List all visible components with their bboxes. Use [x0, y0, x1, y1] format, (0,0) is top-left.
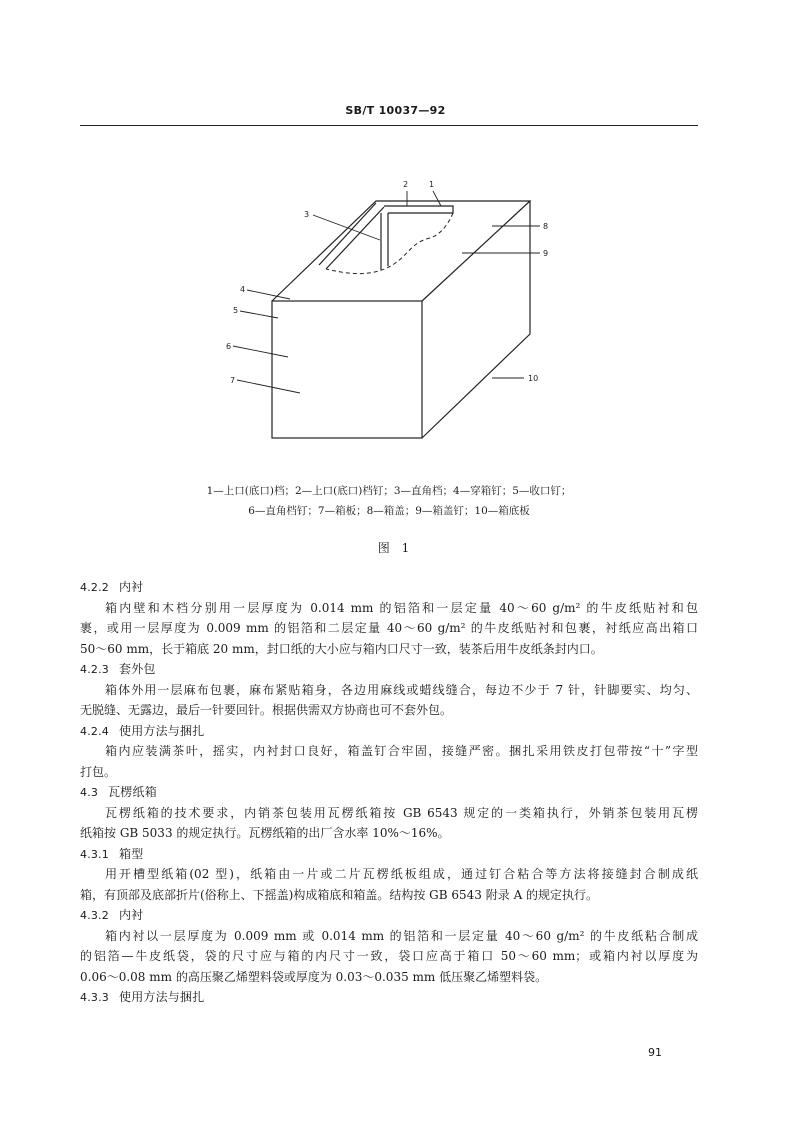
section-heading-4-2-4: 4.2.4 使用方法与捆扎	[80, 723, 205, 738]
section-heading-4-2-3: 4.2.3 套外包	[80, 662, 156, 676]
paragraph-line: 瓦楞纸箱的技术要求，内销茶包装用瓦楞纸箱按 GB 6543 规定的一类箱执行，外销茶包装用瓦楞	[105, 805, 698, 820]
label-3: 3	[304, 210, 310, 219]
page-number: 91	[648, 1046, 662, 1059]
paragraph-line: 箱内衬以一层厚度为 0.009 mm 或 0.014 mm 的铝箔和一层定量 40～60 g/m² 的牛皮纸粘合制成	[105, 928, 698, 943]
label-7: 7	[230, 376, 236, 385]
lining-dashed	[326, 213, 453, 274]
box-top-face	[272, 201, 530, 301]
paragraph-line: 打包。	[80, 764, 117, 779]
label-5: 5	[233, 306, 239, 315]
paragraph-line: 50～60 mm，长于箱底 20 mm，封口纸的大小应与箱内口尺寸一致，装茶后用牛皮纸条封内口。	[80, 641, 603, 656]
figure-caption-line-2: 6—直角档钉；7—箱板；8—箱盖；9—箱盖钉；10—箱底板	[248, 505, 530, 517]
figure-caption-line-1: 1—上口(底口)档；2—上口(底口)档钉；3—直角档；4—穿箱钉；5—收口钉；	[206, 485, 572, 497]
box-right-face	[422, 201, 530, 438]
top-strip	[384, 206, 453, 213]
section-heading-4-3-1: 4.3.1 箱型	[80, 846, 144, 861]
paragraph-line: 裹，或用一层厚度为 0.009 mm 的铝箔和二层定量 40～60 g/m² 的牛皮纸贴衬和包裹，衬纸应高出箱口	[80, 621, 698, 635]
paragraph-line: 箱内壁和木档分别用一层厚度为 0.014 mm 的铝箔和一层定量 40～60 g/m² 的牛皮纸贴衬和包	[105, 600, 698, 615]
label-10: 10	[528, 374, 539, 383]
label-9: 9	[543, 249, 549, 258]
box-front-face	[272, 301, 422, 438]
label-8: 8	[543, 222, 549, 231]
section-heading-4-3-3: 4.3.3 使用方法与捆扎	[80, 990, 205, 1004]
paragraph-line: 纸箱按 GB 5033 的规定执行。瓦楞纸箱的出厂含水率 10%～16%。	[80, 826, 450, 840]
label-4: 4	[240, 285, 246, 294]
figure-title: 图 1	[377, 541, 414, 555]
paragraph-line: 箱体外用一层麻布包裹，麻布紧贴箱身，各边用麻线或蜡线缝合，每边不少于 7 针，针脚要实、均匀、	[105, 682, 698, 697]
standard-header: SB/T 10037—92	[345, 104, 446, 117]
paragraph-line: 的铝箔—牛皮纸袋，袋的尺寸应与箱的内尺寸一致，袋口应高于箱口 50～60 mm；或箱内衬以厚度为	[80, 949, 698, 963]
label-6: 6	[226, 342, 232, 351]
label-2: 2	[403, 180, 409, 189]
tea-box-diagram	[0, 0, 791, 540]
section-heading-4-3: 4.3 瓦楞纸箱	[80, 785, 157, 799]
paragraph-line: 箱，有顶部及底部折片(俗称上、下摇盖)构成箱底和箱盖。结构按 GB 6543 附录 A 的规定执行。	[80, 887, 599, 902]
paragraph-line: 0.06～0.08 mm 的高压聚乙烯塑料袋或厚度为 0.03～0.035 mm 低压聚乙烯塑料袋。	[80, 969, 548, 984]
body-text	[80, 577, 698, 1008]
paragraph-line: 无脱缝、无露边，最后一针要回针。根据供需双方协商也可不套外包。	[80, 703, 453, 717]
paragraph-line: 用开槽型纸箱(02 型)，纸箱由一片或二片瓦楞纸板组成，通过钉合粘合等方法将接缝封合制成纸	[105, 867, 698, 881]
section-heading-4-2-2: 4.2.2 内衬	[80, 580, 144, 594]
label-1: 1	[429, 180, 435, 189]
paragraph-line: 箱内应装满茶叶，摇实，内衬封口良好，箱盖钉合牢固，接缝严密。捆扎采用铁皮打包带按“十”字型	[105, 744, 698, 758]
section-heading-4-3-2: 4.3.2 内衬	[80, 908, 144, 922]
